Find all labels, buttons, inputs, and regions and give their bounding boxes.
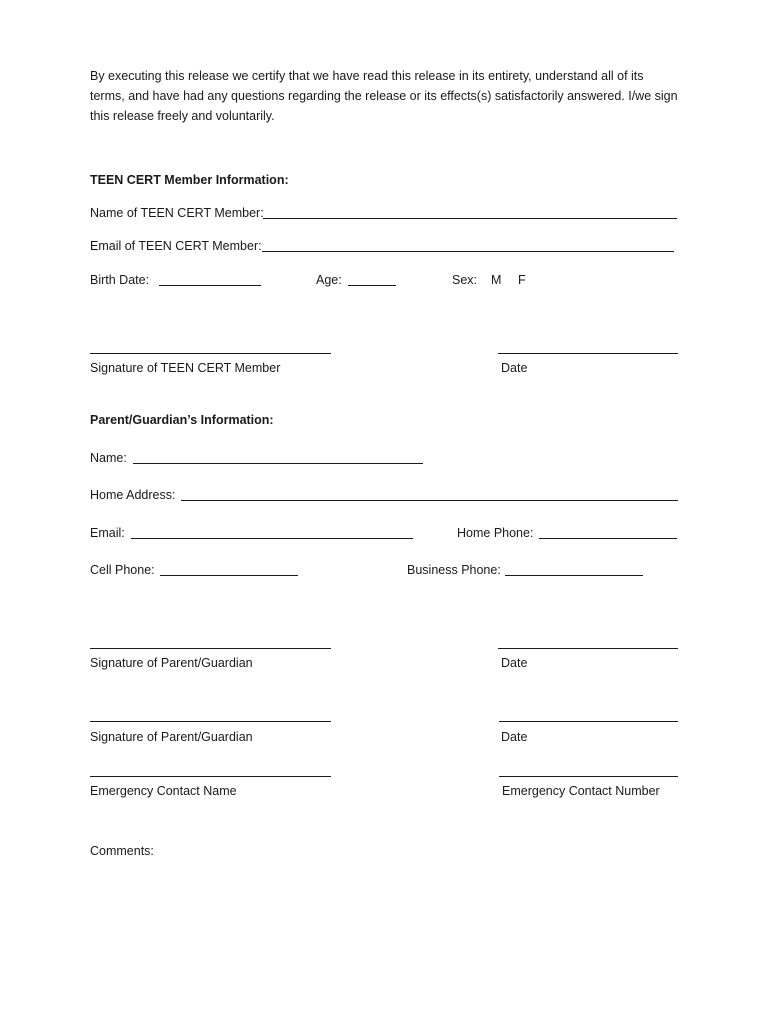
emergency-contact-number-line[interactable] bbox=[499, 776, 678, 777]
home-phone-field[interactable] bbox=[539, 538, 677, 539]
member-email-field[interactable] bbox=[262, 251, 674, 252]
member-date-line[interactable] bbox=[498, 353, 678, 354]
member-name-field[interactable] bbox=[263, 218, 677, 219]
emergency-contact-name-line[interactable] bbox=[90, 776, 331, 777]
member-signature-label: Signature of TEEN CERT Member bbox=[90, 361, 281, 375]
guardian-signature-label-1: Signature of Parent/Guardian bbox=[90, 656, 253, 670]
cell-phone-label: Cell Phone: bbox=[90, 563, 155, 577]
guardian-section-heading: Parent/Guardian’s Information: bbox=[90, 413, 274, 427]
business-phone-field[interactable] bbox=[505, 575, 643, 576]
business-phone-label: Business Phone: bbox=[407, 563, 501, 577]
guardian-name-field[interactable] bbox=[133, 463, 423, 464]
sex-label: Sex: bbox=[452, 273, 478, 287]
home-address-field[interactable] bbox=[181, 500, 678, 501]
guardian-email-label: Email: bbox=[90, 526, 125, 540]
cell-phone-field[interactable] bbox=[160, 575, 298, 576]
guardian-signature-line-2[interactable] bbox=[90, 721, 331, 722]
guardian-signature-line-1[interactable] bbox=[90, 648, 331, 649]
guardian-date-line-1[interactable] bbox=[498, 648, 678, 649]
member-date-label: Date bbox=[501, 361, 528, 375]
release-paragraph: By executing this release we certify that we have read this release in its entirety, understand all of its terms, and have had any questions regarding the release or its effects(s) satisfactorily answered. I/we sign this release freely and voluntarily. bbox=[90, 69, 678, 123]
sex-option-m[interactable]: M bbox=[491, 273, 502, 287]
age-field[interactable] bbox=[348, 285, 396, 286]
guardian-date-label-2: Date bbox=[501, 730, 528, 744]
birth-date-label: Birth Date: bbox=[90, 273, 150, 287]
guardian-email-field[interactable] bbox=[131, 538, 413, 539]
member-signature-line[interactable] bbox=[90, 353, 331, 354]
home-phone-label: Home Phone: bbox=[457, 526, 534, 540]
guardian-date-line-2[interactable] bbox=[499, 721, 678, 722]
guardian-signature-label-2: Signature of Parent/Guardian bbox=[90, 730, 253, 744]
emergency-contact-name-label: Emergency Contact Name bbox=[90, 784, 237, 798]
sex-option-f[interactable]: F bbox=[518, 273, 526, 287]
birth-date-field[interactable] bbox=[159, 285, 261, 286]
comments-label: Comments: bbox=[90, 844, 154, 858]
guardian-name-label: Name: bbox=[90, 451, 127, 465]
home-address-label: Home Address: bbox=[90, 488, 176, 502]
emergency-contact-number-label: Emergency Contact Number bbox=[502, 784, 660, 798]
age-label: Age: bbox=[316, 273, 342, 287]
member-name-label: Name of TEEN CERT Member: bbox=[90, 206, 264, 220]
member-email-label: Email of TEEN CERT Member: bbox=[90, 239, 262, 253]
member-section-heading: TEEN CERT Member Information: bbox=[90, 173, 289, 187]
guardian-date-label-1: Date bbox=[501, 656, 528, 670]
